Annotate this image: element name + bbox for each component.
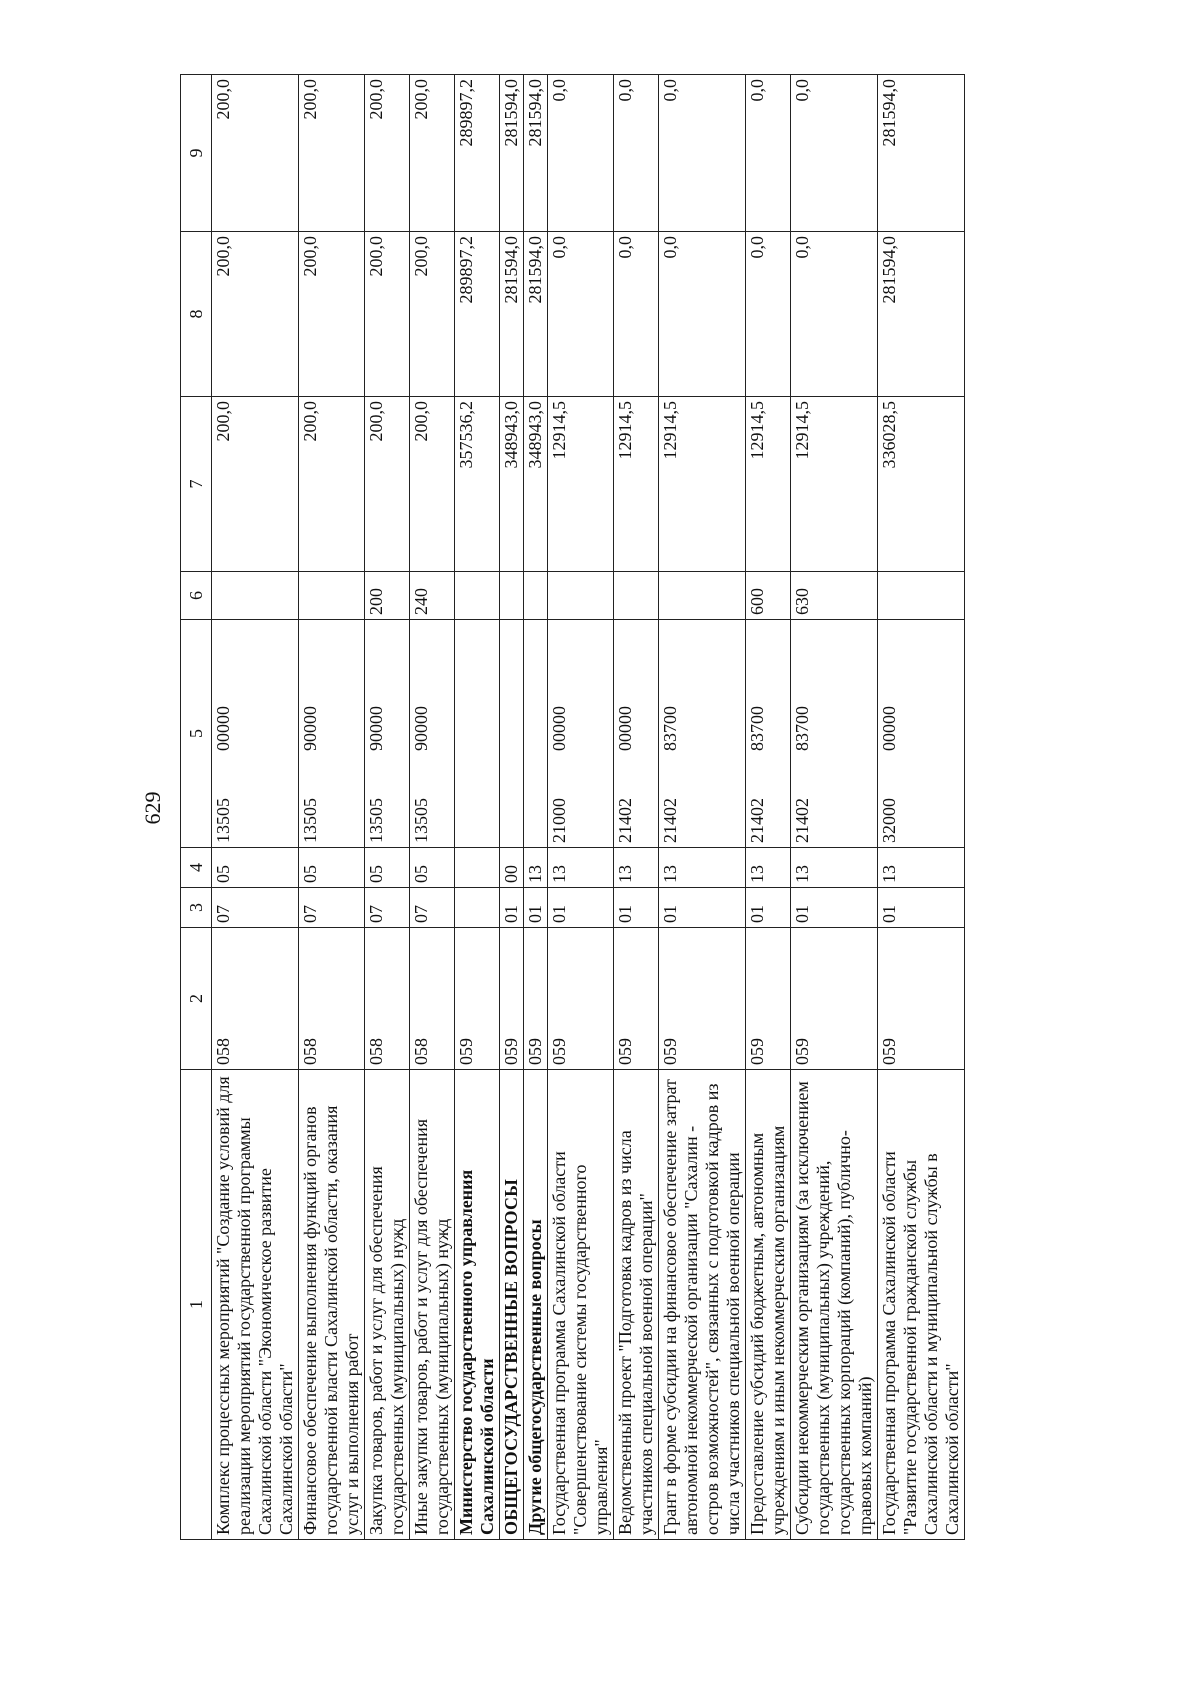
row-tsr-part-a: 21402 — [615, 798, 635, 843]
row-tsr-part-a: 21402 — [660, 798, 680, 843]
row-name-cell: Ведомственный проект "Подготовка кадров из числа участников специальной военной операции" — [614, 1070, 659, 1540]
row-value-col9: 0,0 — [659, 75, 746, 232]
row-name-cell: Предоставление субсидий бюджетным, автономным учреждениям и иным некоммерческим организациям — [746, 1070, 791, 1540]
row-name-cell: ОБЩЕГОСУДАРСТВЕННЫЕ ВОПРОСЫ — [500, 1070, 524, 1540]
row-tsr-part-a: 13505 — [411, 798, 431, 843]
row-gr-cell: 059 — [524, 928, 548, 1070]
row-tsr-part-a: 32000 — [879, 798, 899, 843]
row-pr-cell — [455, 848, 500, 888]
row-tsr-part-b: 00000 — [615, 706, 635, 751]
column-header: 5 — [181, 620, 212, 848]
row-pr-cell: 13 — [878, 848, 965, 888]
row-gr-cell: 058 — [410, 928, 455, 1070]
row-name-cell: Государственная программа Сахалинской области "Совершенствование системы государственного управления" — [548, 1070, 614, 1540]
row-value-col7: 200,0 — [410, 397, 455, 572]
column-header: 1 — [181, 1070, 212, 1540]
row-tsr-cell — [791, 620, 878, 848]
row-value-col8: 281594,0 — [524, 232, 548, 397]
row-gr-cell: 059 — [614, 928, 659, 1070]
row-value-col7: 12914,5 — [746, 397, 791, 572]
row-vr-cell — [659, 572, 746, 620]
page-number: 629 — [140, 791, 165, 825]
row-tsr-part-a: 13505 — [300, 798, 320, 843]
row-tsr-cell — [524, 620, 548, 848]
row-value-col8: 200,0 — [410, 232, 455, 397]
row-value-col8: 200,0 — [299, 232, 365, 397]
row-value-col7: 200,0 — [212, 397, 299, 572]
row-vr-cell — [878, 572, 965, 620]
row-vr-cell: 240 — [410, 572, 455, 620]
row-name-cell: Грант в форме субсидии на финансовое обеспечение затрат автономной некоммерческой организации "Сахалин - остров возможностей", связанных с подготовкой кадров из числа участников специальной военной операции — [659, 1070, 746, 1540]
row-pr-cell: 13 — [548, 848, 614, 888]
table-row — [212, 75, 299, 1540]
row-value-col8: 200,0 — [365, 232, 410, 397]
row-gr-cell: 059 — [791, 928, 878, 1070]
row-name-cell: Государственная программа Сахалинской области "Развитие государственной гражданской службы Сахалинской области и муниципальной службы в Сахалинской области" — [878, 1070, 965, 1540]
row-pr-cell: 05 — [212, 848, 299, 888]
row-tsr-cell — [455, 620, 500, 848]
row-tsr-part-b: 90000 — [300, 706, 320, 751]
row-pr-cell: 13 — [791, 848, 878, 888]
row-tsr-cell — [212, 620, 299, 848]
table-row — [746, 75, 791, 1540]
column-header: 3 — [181, 888, 212, 928]
row-gr-cell: 058 — [212, 928, 299, 1070]
row-gr-cell: 059 — [746, 928, 791, 1070]
row-tsr-cell — [659, 620, 746, 848]
row-pr-cell: 00 — [500, 848, 524, 888]
row-value-col8: 0,0 — [614, 232, 659, 397]
budget-table — [180, 74, 965, 1540]
row-value-col7: 200,0 — [365, 397, 410, 572]
row-pr-cell: 05 — [410, 848, 455, 888]
row-tsr-cell — [878, 620, 965, 848]
row-gr-cell: 058 — [299, 928, 365, 1070]
row-value-col9: 200,0 — [410, 75, 455, 232]
row-name-cell: Финансовое обеспечение выполнения функций органов государственной власти Сахалинской области, оказания услуг и выполнения работ — [299, 1070, 365, 1540]
row-tsr-part-b: 83700 — [747, 706, 767, 751]
row-vr-cell — [455, 572, 500, 620]
column-header: 9 — [181, 75, 212, 232]
row-tsr-cell — [410, 620, 455, 848]
row-value-col9: 0,0 — [548, 75, 614, 232]
row-value-col9: 281594,0 — [524, 75, 548, 232]
row-value-col8: 200,0 — [212, 232, 299, 397]
row-gr-cell: 059 — [878, 928, 965, 1070]
row-rz-cell — [455, 888, 500, 928]
row-pr-cell: 13 — [659, 848, 746, 888]
row-tsr-part-b: 00000 — [213, 706, 233, 751]
row-value-col9: 0,0 — [614, 75, 659, 232]
row-rz-cell: 07 — [212, 888, 299, 928]
row-rz-cell: 01 — [548, 888, 614, 928]
row-rz-cell: 01 — [524, 888, 548, 928]
row-value-col7: 12914,5 — [548, 397, 614, 572]
row-rz-cell: 01 — [746, 888, 791, 928]
row-tsr-cell — [365, 620, 410, 848]
table-row — [548, 75, 614, 1540]
column-header: 6 — [181, 572, 212, 620]
header-row — [181, 75, 212, 1540]
column-header: 7 — [181, 397, 212, 572]
row-rz-cell: 01 — [791, 888, 878, 928]
row-name-cell: Другие общегосударственные вопросы — [524, 1070, 548, 1540]
row-tsr-part-a: 13505 — [213, 798, 233, 843]
column-header: 2 — [181, 928, 212, 1070]
row-value-col7: 12914,5 — [614, 397, 659, 572]
row-value-col7: 200,0 — [299, 397, 365, 572]
row-value-col8: 281594,0 — [878, 232, 965, 397]
row-vr-cell: 630 — [791, 572, 878, 620]
row-value-col7: 348943,0 — [500, 397, 524, 572]
row-tsr-part-b: 00000 — [879, 706, 899, 751]
row-value-col7: 348943,0 — [524, 397, 548, 572]
row-pr-cell: 05 — [365, 848, 410, 888]
row-value-col7: 336028,5 — [878, 397, 965, 572]
row-vr-cell — [524, 572, 548, 620]
table-row — [299, 75, 365, 1540]
table-row — [410, 75, 455, 1540]
row-gr-cell: 059 — [659, 928, 746, 1070]
row-value-col8: 0,0 — [746, 232, 791, 397]
table-row — [791, 75, 878, 1540]
row-tsr-part-a: 13505 — [366, 798, 386, 843]
row-vr-cell: 600 — [746, 572, 791, 620]
row-tsr-cell — [548, 620, 614, 848]
table-row — [500, 75, 524, 1540]
row-tsr-part-b: 83700 — [660, 706, 680, 751]
row-pr-cell: 13 — [746, 848, 791, 888]
row-rz-cell: 01 — [878, 888, 965, 928]
row-rz-cell: 07 — [299, 888, 365, 928]
row-rz-cell: 01 — [500, 888, 524, 928]
row-value-col8: 0,0 — [791, 232, 878, 397]
row-vr-cell — [548, 572, 614, 620]
row-value-col9: 200,0 — [299, 75, 365, 232]
row-tsr-part-b: 83700 — [792, 706, 812, 751]
row-value-col8: 0,0 — [659, 232, 746, 397]
table-row — [365, 75, 410, 1540]
row-vr-cell — [614, 572, 659, 620]
row-value-col9: 0,0 — [746, 75, 791, 232]
row-vr-cell: 200 — [365, 572, 410, 620]
table-body — [212, 75, 965, 1540]
row-value-col7: 357536,2 — [455, 397, 500, 572]
row-name-cell: Закупка товаров, работ и услуг для обеспечения государственных (муниципальных) нужд — [365, 1070, 410, 1540]
rotated-page — [130, 68, 1110, 1548]
row-pr-cell: 05 — [299, 848, 365, 888]
row-name-cell: Иные закупки товаров, работ и услуг для обеспечения государственных (муниципальных) нужд — [410, 1070, 455, 1540]
column-header: 4 — [181, 848, 212, 888]
row-tsr-part-a: 21402 — [747, 798, 767, 843]
row-tsr-part-b: 00000 — [549, 706, 569, 751]
row-value-col9: 281594,0 — [500, 75, 524, 232]
row-tsr-cell — [500, 620, 524, 848]
row-tsr-cell — [746, 620, 791, 848]
row-rz-cell: 07 — [365, 888, 410, 928]
row-rz-cell: 01 — [614, 888, 659, 928]
row-gr-cell: 059 — [455, 928, 500, 1070]
table-row — [659, 75, 746, 1540]
table-row — [455, 75, 500, 1540]
row-tsr-cell — [614, 620, 659, 848]
row-name-cell: Министерство государственного управления Сахалинской области — [455, 1070, 500, 1540]
row-tsr-cell — [299, 620, 365, 848]
row-gr-cell: 059 — [500, 928, 524, 1070]
row-pr-cell: 13 — [524, 848, 548, 888]
row-value-col8: 0,0 — [548, 232, 614, 397]
row-name-cell: Комплекс процессных мероприятий "Создание условий для реализации мероприятий государственной программы Сахалинской области "Экономическое развитие Сахалинской области" — [212, 1070, 299, 1540]
row-vr-cell — [299, 572, 365, 620]
row-value-col9: 0,0 — [791, 75, 878, 232]
row-tsr-part-a: 21000 — [549, 798, 569, 843]
table-row — [614, 75, 659, 1540]
row-tsr-part-b: 90000 — [366, 706, 386, 751]
row-vr-cell — [500, 572, 524, 620]
row-rz-cell: 07 — [410, 888, 455, 928]
row-name-cell: Субсидии некоммерческим организациям (за исключением государственных (муниципальных) учреждений, государственных корпораций (компаний), публично-правовых компаний) — [791, 1070, 878, 1540]
row-value-col9: 281594,0 — [878, 75, 965, 232]
table-row — [878, 75, 965, 1540]
table-row — [524, 75, 548, 1540]
row-value-col7: 12914,5 — [659, 397, 746, 572]
row-value-col9: 200,0 — [212, 75, 299, 232]
row-value-col9: 289897,2 — [455, 75, 500, 232]
row-value-col8: 289897,2 — [455, 232, 500, 397]
row-tsr-part-b: 90000 — [411, 706, 431, 751]
row-rz-cell: 01 — [659, 888, 746, 928]
row-value-col9: 200,0 — [365, 75, 410, 232]
row-pr-cell: 13 — [614, 848, 659, 888]
row-tsr-part-a: 21402 — [792, 798, 812, 843]
row-value-col8: 281594,0 — [500, 232, 524, 397]
row-gr-cell: 059 — [548, 928, 614, 1070]
row-value-col7: 12914,5 — [791, 397, 878, 572]
column-header: 8 — [181, 232, 212, 397]
row-vr-cell — [212, 572, 299, 620]
row-gr-cell: 058 — [365, 928, 410, 1070]
